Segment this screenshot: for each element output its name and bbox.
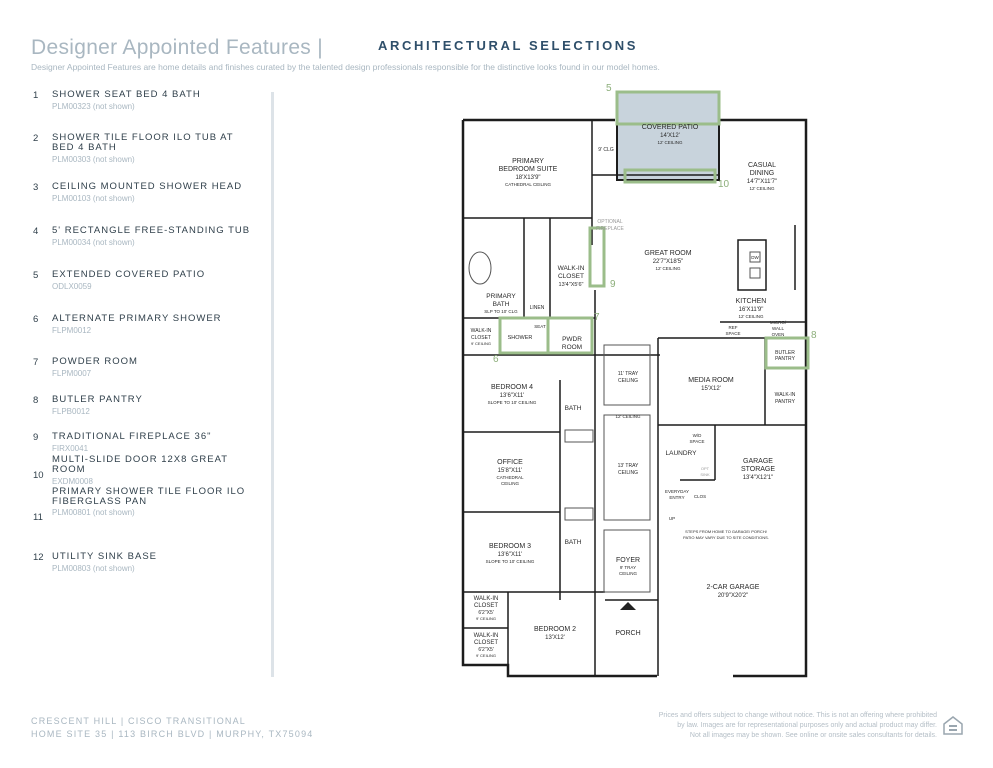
room-label: PRIMARY (512, 158, 544, 165)
room-label: DINING (749, 170, 775, 177)
room-label: WALK-IN (557, 265, 585, 272)
disclaimer-line: Not all images may be shown. See online or onsite sales consultants for details. (689, 732, 937, 739)
page-description: Designer Appointed Features are home details and finishes curated by the talented design professionals responsible for the distinctive looks found in our model homes. (31, 62, 660, 72)
room-label: BEDROOM 2 (533, 626, 577, 633)
room-label: OFFICE (497, 459, 523, 466)
room-label: DW (751, 255, 759, 260)
feature-code: FLPM0012 (52, 326, 92, 335)
feature-code: ODLX0059 (52, 282, 92, 291)
room-label: CEILING (617, 378, 639, 384)
marker-8: 8 (811, 330, 817, 341)
footer-address-block (31, 715, 314, 741)
feature-name: ALTERNATE PRIMARY SHOWER (52, 313, 222, 324)
room-label: 13'6"X11' (497, 552, 523, 558)
room-label: BEDROOM 4 (490, 384, 534, 391)
room-label: 13' TRAY (617, 463, 639, 469)
feature-number: 11 (33, 512, 43, 523)
disclaimer-line: Prices and offers subject to change without notice. This is not an offering where prohibited (658, 712, 937, 719)
room-label: OPTIONAL (597, 219, 623, 225)
feature-code: FLPB0012 (52, 407, 90, 416)
feature-code: PLM00803 (not shown) (52, 564, 135, 573)
feature-name: TRADITIONAL FIREPLACE 36" (52, 431, 212, 442)
feature-code: PLM00801 (not shown) (52, 508, 135, 517)
feature-number: 3 (33, 182, 39, 193)
room-label: REF (728, 325, 738, 330)
feature-number: 6 (33, 314, 39, 325)
room-label: CLOSET (557, 273, 585, 280)
room-label: 20'9"X20'2" (717, 593, 749, 599)
feature-code: FIRX0041 (52, 444, 89, 453)
room-label: SPACE (689, 439, 705, 444)
section-subtitle: ARCHITECTURAL SELECTIONS (378, 38, 639, 53)
room-label: WALK-IN (774, 392, 796, 398)
feature-number: 2 (33, 133, 39, 144)
room-label: SHOWER (507, 335, 533, 341)
room-label: BATH (492, 301, 510, 308)
room-label: CLOSET (470, 335, 492, 341)
equal-housing-icon (942, 714, 964, 736)
room-label: SLOPE TO 10' CEILING (485, 559, 535, 564)
room-label: 9' CLG (598, 147, 614, 153)
feature-name: SHOWER TILE FLOOR ILO TUB AT BED 4 BATH (52, 132, 234, 153)
feature-name: PRIMARY SHOWER TILE FLOOR ILO FIBERGLASS PAN (52, 486, 246, 507)
feature-code: PLM00034 (not shown) (52, 238, 135, 247)
room-label: 13'X12' (545, 635, 565, 641)
room-label: PANTRY (775, 399, 795, 405)
plan-note: STEPS FROM HOME TO GARAGE/ PORCH/ (685, 529, 767, 534)
room-label: 15'X12' (701, 386, 721, 392)
community-name: CRESCENT HILL | CISCO TRANSITIONAL (31, 716, 247, 726)
feature-number: 5 (33, 270, 39, 281)
room-label: 9' CEILING (475, 616, 497, 621)
room-label: W/D (692, 433, 702, 438)
room-label: BATH (564, 405, 582, 412)
room-label: 13'6"X11' (499, 393, 525, 399)
room-label: FOYER (615, 557, 641, 564)
feature-number: 10 (33, 470, 44, 481)
room-label: CEILING (617, 470, 639, 476)
feature-code: PLM00303 (not shown) (52, 155, 135, 164)
feature-name: UTILITY SINK BASE (52, 551, 157, 562)
room-label: EVERYDAY (664, 489, 690, 494)
room-label: 18'X13'9" (515, 175, 541, 181)
marker-10: 10 (718, 179, 730, 190)
room-label: KITCHEN (735, 298, 767, 305)
room-label: 22'7"X18'5" (652, 259, 684, 265)
room-label: CLOS (693, 494, 707, 499)
room-label: STORAGE (740, 466, 776, 473)
feature-code: PLM00103 (not shown) (52, 194, 135, 203)
room-label: 15'8"X11' (497, 468, 523, 474)
room-label: CEILING (618, 571, 638, 576)
room-label: SLOPE TO 10' CEILING (487, 400, 537, 405)
feature-number: 1 (33, 90, 39, 101)
room-label: WALL (771, 326, 785, 331)
disclaimer-line: by law. Images are for representational purposes only and actual product may differ. (677, 722, 937, 729)
room-label: WALK-IN (473, 596, 499, 602)
feature-number: 8 (33, 395, 39, 406)
feature-name: CEILING MOUNTED SHOWER HEAD (52, 181, 243, 192)
room-label: 12' CEILING (749, 186, 775, 191)
room-label: 16'X11'9" (738, 307, 764, 313)
page-title: Designer Appointed Features | (31, 36, 323, 59)
room-label: 12' CEILING (738, 314, 764, 319)
feature-name: POWDER ROOM (52, 356, 138, 367)
room-label: COVERED PATIO (641, 124, 699, 131)
room-label: 6'2"X5' (478, 610, 494, 616)
room-label: ROOM (561, 344, 583, 351)
feature-number: 12 (33, 552, 44, 563)
feature-name: BUTLER PANTRY (52, 394, 143, 405)
feature-code: EXDM0008 (52, 477, 93, 486)
room-label: 6'2"X5' (478, 647, 494, 653)
room-label: PRIMARY (486, 293, 516, 300)
room-label: 12' CEILING (657, 140, 683, 145)
room-label: OVEN (771, 332, 785, 337)
room-label: WALK-IN (470, 328, 492, 334)
room-label: WALK-IN (473, 633, 499, 639)
room-label: PANTRY (775, 356, 795, 362)
feature-name: 5' RECTANGLE FREE-STANDING TUB (52, 225, 251, 236)
feature-number: 4 (33, 226, 39, 237)
legal-disclaimer (659, 711, 937, 741)
room-label: SPACE (725, 331, 741, 336)
room-label: SINK (700, 472, 710, 477)
floor-plan (440, 80, 840, 680)
room-label: MEDIA ROOM (688, 377, 734, 384)
room-label: FIREPLACE (596, 226, 624, 232)
room-label: SEAT (534, 324, 546, 329)
feature-code: PLM00323 (not shown) (52, 102, 135, 111)
room-label: GARAGE (743, 458, 773, 465)
room-label: 12' CEILING (655, 266, 681, 271)
room-label: 9' TRAY (619, 565, 637, 570)
room-label: MICRO/ (769, 320, 787, 325)
marker-9: 9 (610, 279, 616, 290)
feature-number: 7 (33, 357, 39, 368)
room-label: PORCH (615, 630, 641, 637)
feature-name: EXTENDED COVERED PATIO (52, 269, 206, 280)
room-label: 9' CEILING (470, 341, 492, 346)
plan-note: PATIO MAY VARY DUE TO SITE CONDITIONS. (683, 535, 769, 540)
room-label: 13'4"X12'1" (742, 475, 774, 481)
room-label: CLOSET (473, 640, 499, 646)
column-divider (271, 92, 274, 677)
room-label: 11' TRAY (617, 371, 639, 377)
room-label: 13'4"X5'6" (558, 282, 584, 288)
room-label: BATH (564, 539, 582, 546)
room-label: 2-CAR GARAGE (706, 584, 760, 591)
room-label: CASUAL (747, 162, 777, 169)
room-label: BEDROOM SUITE (498, 166, 558, 173)
room-label: CEILING (500, 481, 520, 486)
home-address: HOME SITE 35 | 113 BIRCH BLVD | MURPHY, TX75094 (31, 729, 314, 739)
room-label: GREAT ROOM (644, 250, 692, 257)
plan-room-labels (471, 124, 796, 658)
feature-code: FLPM0007 (52, 369, 92, 378)
room-label: UP (668, 516, 676, 521)
room-label: SLP TO 10' CLG (484, 309, 518, 314)
room-label: BUTLER (775, 350, 795, 356)
room-label: CATHEDRAL CEILING (504, 182, 552, 187)
room-label: 12' CEILING (615, 414, 641, 419)
room-label: 9' CEILING (475, 653, 497, 658)
room-label: LAUNDRY (665, 450, 697, 457)
marker-5: 5 (606, 83, 612, 94)
marker-6: 6 (493, 354, 499, 365)
room-label: ENTRY (669, 495, 685, 500)
feature-number: 9 (33, 432, 39, 443)
room-label: 14'7"X11'7" (746, 179, 778, 185)
room-label: LINEN (529, 305, 545, 311)
room-label: PWDR (562, 336, 582, 343)
room-label: CLOSET (473, 603, 499, 609)
room-label: CATHEDRAL (496, 475, 524, 480)
room-label: BEDROOM 3 (488, 543, 532, 550)
feature-name: SHOWER SEAT BED 4 BATH (52, 89, 201, 100)
feature-name: MULTI-SLIDE DOOR 12X8 GREAT ROOM (52, 454, 228, 475)
room-label: 14'X12' (660, 133, 680, 139)
room-label: OPT (700, 466, 710, 471)
marker-7: 7 (594, 312, 600, 323)
